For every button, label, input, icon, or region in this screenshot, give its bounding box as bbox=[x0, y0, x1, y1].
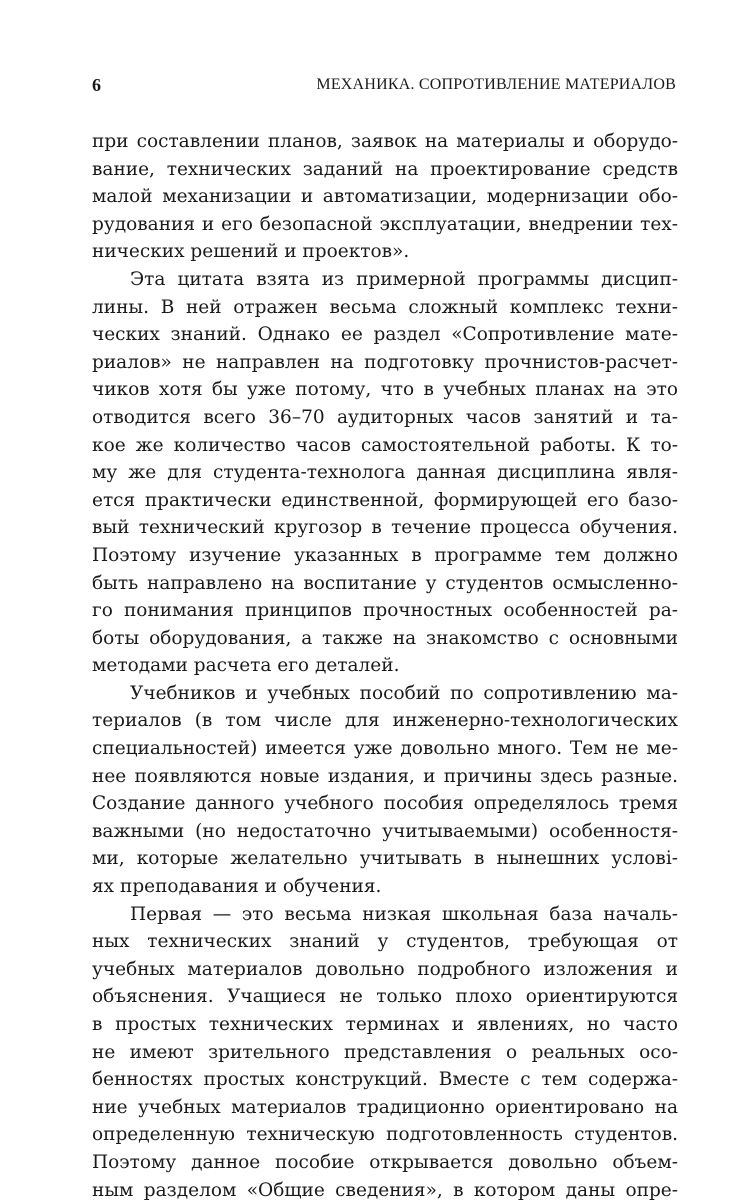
text-line: при составлении планов, заявок на материалы и оборудо- bbox=[92, 131, 678, 152]
text-line: не имеют зрительного представления о реальных осо- bbox=[92, 1041, 678, 1063]
text-line: ми, которые желательно учитывать в нынешних условi- bbox=[92, 848, 678, 870]
text-line: учебных материалов довольно подробного изложения и bbox=[92, 958, 678, 980]
text-line: малой механизации и автоматизации, модернизации обо- bbox=[92, 186, 678, 208]
text-line: чиков хотя бы уже потому, что в учебных планах на это bbox=[92, 379, 678, 401]
text-line: определенную техническую подготовленность студентов. bbox=[92, 1124, 678, 1146]
text-line: важными (но недостаточно учитываемыми) особенностя- bbox=[92, 820, 678, 842]
text-line: бенностях простых конструкций. Вместе с тем содержа- bbox=[92, 1069, 678, 1091]
text-line: ях преподавания и обучения. bbox=[92, 876, 382, 898]
text-line: быть направлено на воспитание у студентов осмысленно- bbox=[92, 572, 678, 594]
paragraph bbox=[92, 266, 678, 680]
paragraph bbox=[92, 680, 678, 901]
text-line: ных технических знаний у студентов, требующая от bbox=[92, 931, 678, 953]
text-line: ние учебных материалов традиционно ориентировано на bbox=[92, 1096, 678, 1118]
paragraph bbox=[92, 901, 678, 1204]
text-line: риалов» не направлен на подготовку прочнистов-расчет- bbox=[92, 351, 678, 373]
text-line: Эта цитата взята из примерной программы дисцип- bbox=[130, 268, 678, 290]
text-line: в простых технических терминах и явлениях, но часто bbox=[92, 1014, 678, 1035]
text-line: кое же количество часов самостоятельной работы. К то- bbox=[92, 434, 678, 456]
text-line: отводится всего 36–70 аудиторных часов занятий и та- bbox=[92, 406, 678, 428]
paragraph bbox=[92, 128, 678, 266]
text-line: му же для студента-технолога данная дисциплина явля- bbox=[92, 462, 678, 484]
text-line: ется практически единственной, формирующей его базо- bbox=[92, 489, 678, 511]
text-line: объяснения. Учащиеся не только плохо ориентируются bbox=[92, 986, 678, 1008]
text-line: Первая — это весьма низкая школьная база началь- bbox=[130, 903, 678, 925]
body-text bbox=[92, 128, 678, 1204]
running-title: МЕХАНИКА. СОПРОТИВЛЕНИЕ МАТЕРИАЛОВ bbox=[316, 76, 676, 93]
text-line: Создание данного учебного пособия определялось тремя bbox=[92, 793, 678, 815]
text-line: ным разделом «Общие сведения», в котором даны опре- bbox=[92, 1179, 678, 1201]
text-line: вый технический кругозор в течение процесса обучения. bbox=[92, 517, 678, 539]
page-number: 6 bbox=[92, 75, 101, 95]
text-line: го понимания принципов прочностных особенностей ра- bbox=[92, 600, 678, 622]
text-line: рудования и его безопасной эксплуатации, внедрении тех- bbox=[92, 213, 678, 235]
text-line: специальностей) имеется уже довольно много. Тем не ме- bbox=[92, 738, 678, 760]
text-line: териалов (в том числе для инженерно-технологических bbox=[92, 710, 678, 732]
text-line: Поэтому данное пособие открывается довольно объем- bbox=[92, 1151, 678, 1173]
text-line: вание, технических заданий на проектирование средств bbox=[92, 158, 678, 180]
text-line: Поэтому изучение указанных в программе тем должно bbox=[92, 544, 678, 566]
text-line: методами расчета его деталей. bbox=[92, 655, 400, 677]
text-line: нических решений и проектов». bbox=[92, 241, 410, 263]
text-line: боты оборудования, а также на знакомство с основными bbox=[92, 627, 678, 649]
text-line: нее появляются новые издания, и причины здесь разные. bbox=[92, 765, 678, 787]
running-head bbox=[92, 74, 676, 96]
text-line: лины. В ней отражен весьма сложный комплекс техни- bbox=[92, 296, 678, 318]
text-line: Учебников и учебных пособий по сопротивлению ма- bbox=[130, 682, 678, 704]
text-line: ческих знаний. Однако ее раздел «Сопротивление мате- bbox=[92, 324, 678, 346]
